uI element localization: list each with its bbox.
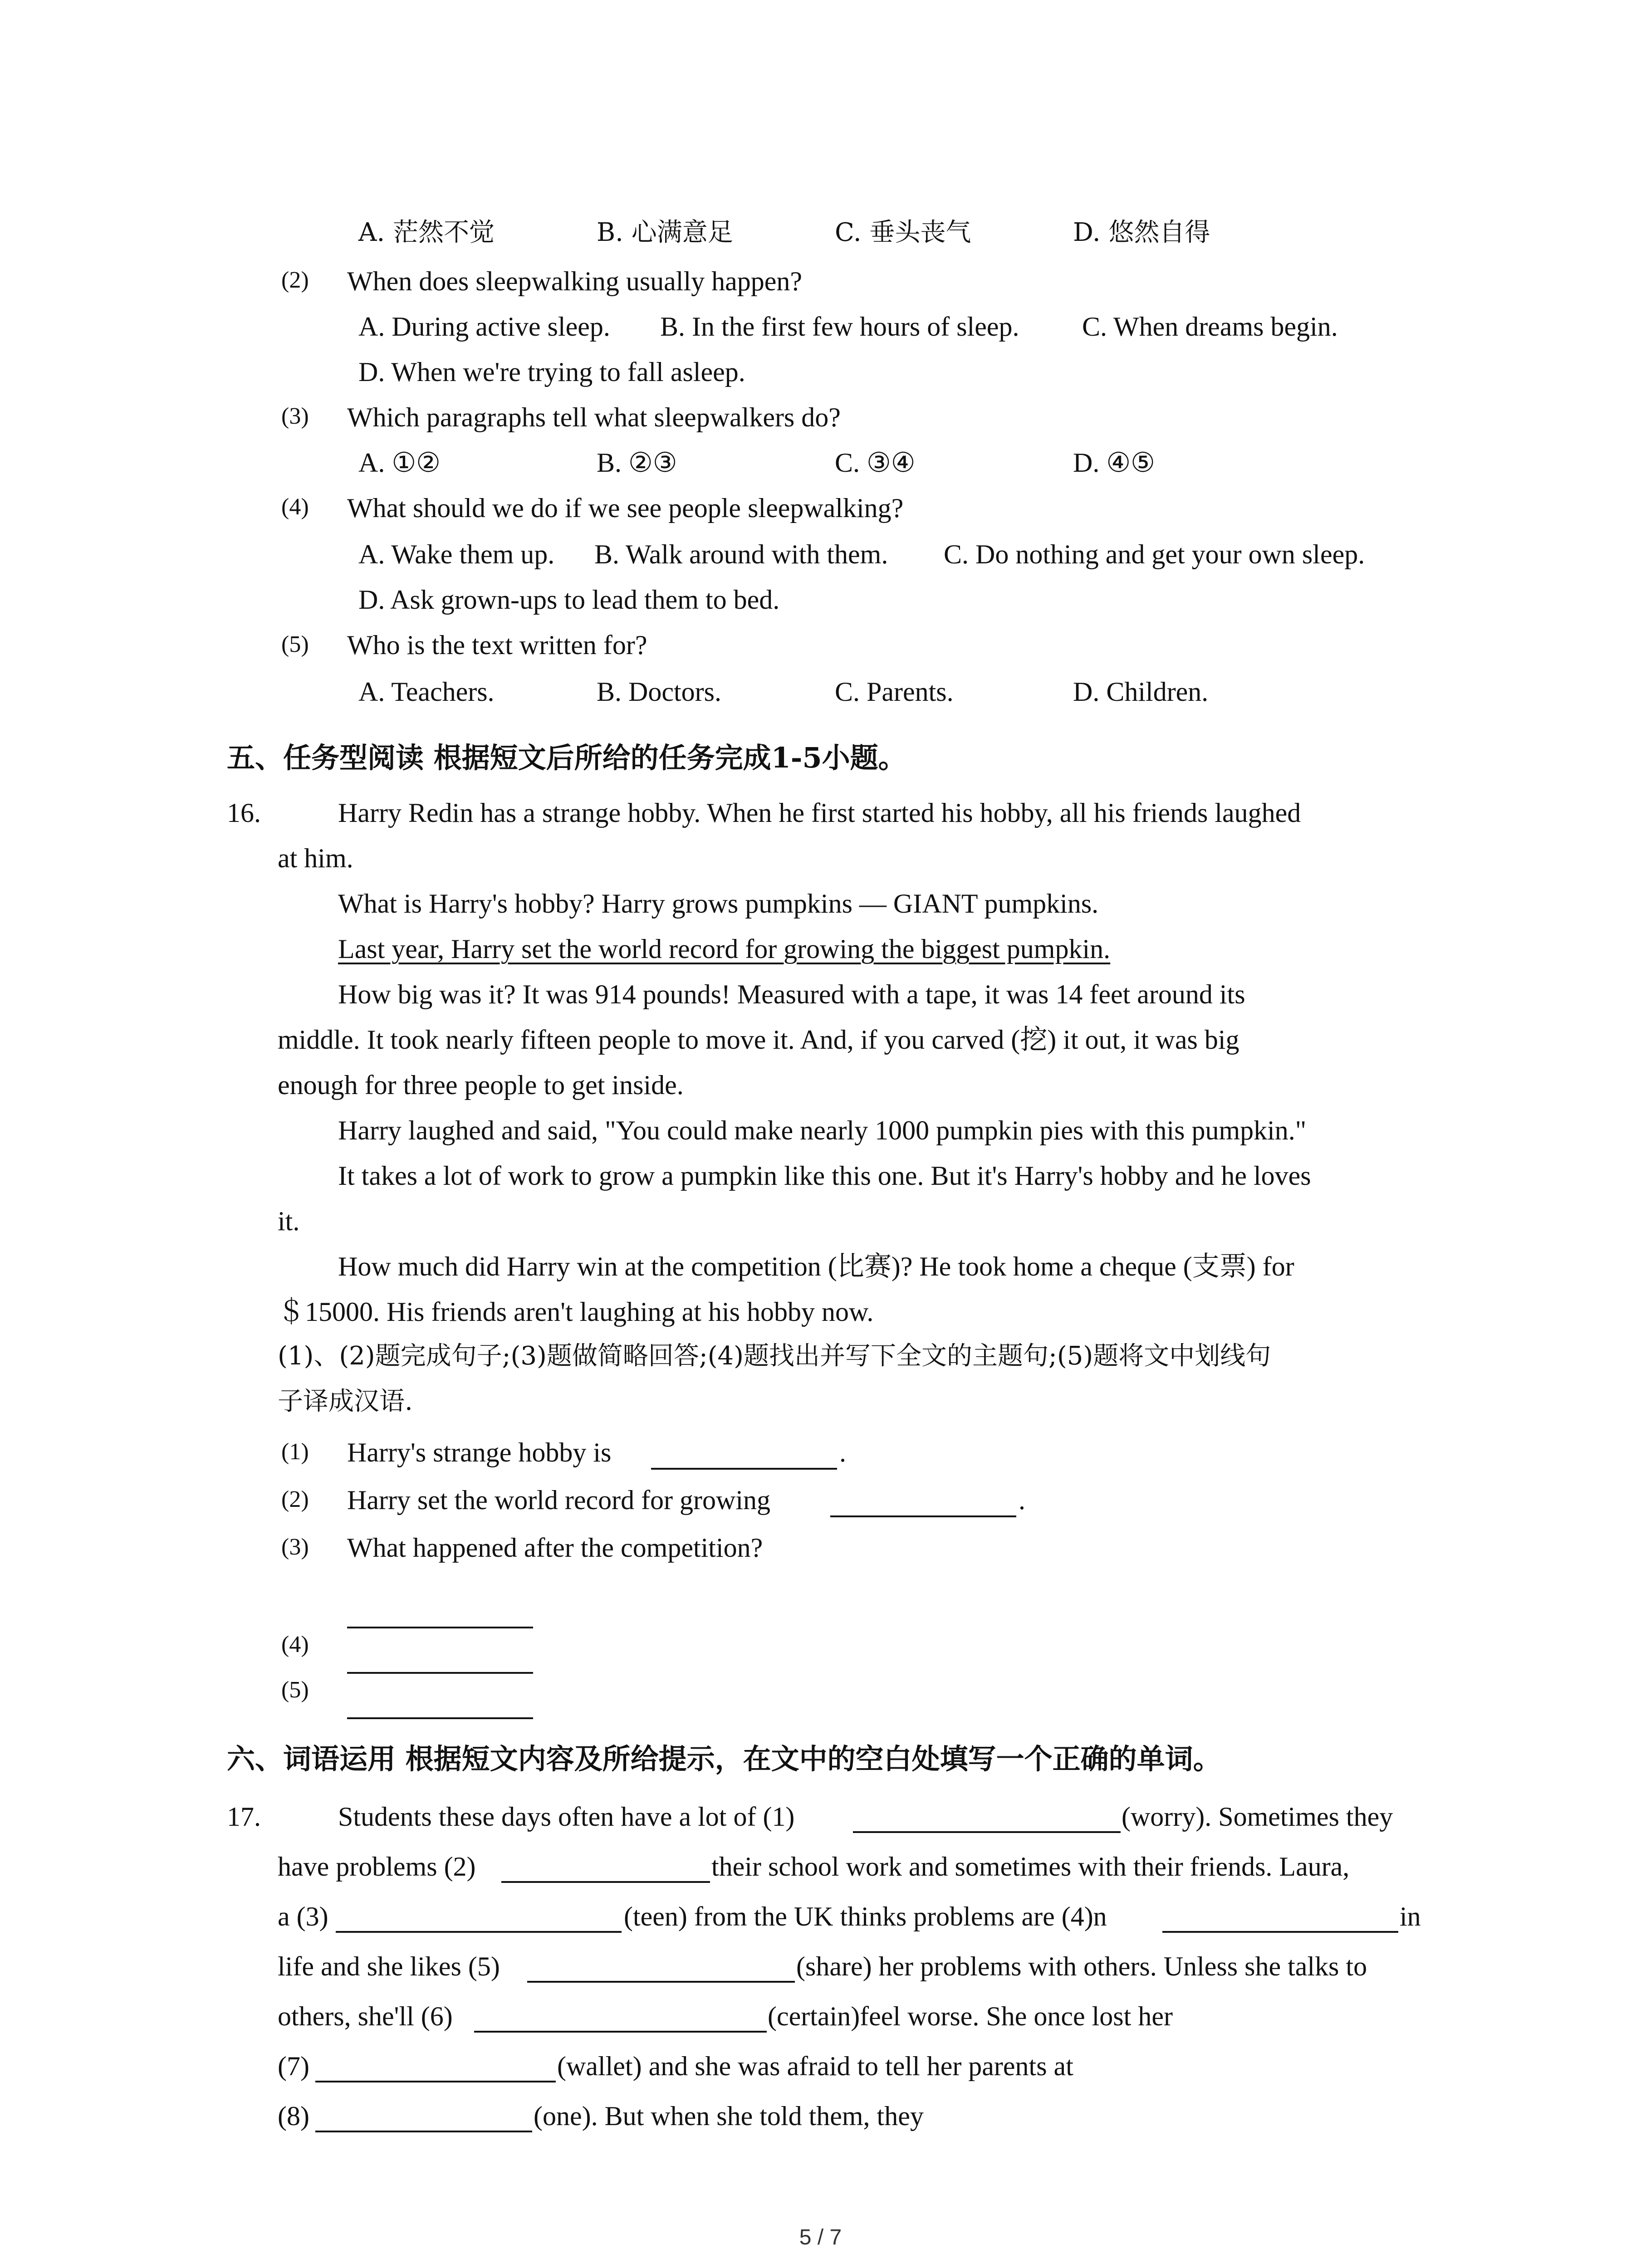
q3-option-a: A. ①② [358, 448, 441, 478]
cloze-text: (one). But when she told them, they [534, 2101, 924, 2131]
task-number: (4) [281, 1632, 309, 1657]
cloze-blank-8[interactable] [315, 2105, 532, 2132]
cloze-blank-7[interactable] [315, 2055, 556, 2082]
answer-blank[interactable] [347, 1692, 533, 1719]
section6-heading: 六、词语运用 根据短文内容及所给提示，在文中的空白处填写一个正确的单词。 [227, 1742, 1221, 1775]
cloze-blank-3[interactable] [336, 1906, 622, 1933]
q3-option-b: B. ②③ [597, 448, 677, 478]
task-text: Harry's strange hobby is [347, 1437, 612, 1467]
task-number: (3) [281, 1534, 309, 1560]
cloze-text: (certain)feel worse. She once lost her [768, 2001, 1173, 2031]
cloze-text: (worry). Sometimes they [1122, 1802, 1393, 1832]
answer-blank[interactable] [347, 1647, 533, 1674]
passage-line: enough for three people to get inside. [278, 1070, 684, 1100]
task-number: (1) [281, 1439, 309, 1465]
cloze-text: (wallet) and she was afraid to tell her parents at [557, 2051, 1073, 2081]
q2-stem: When does sleepwalking usually happen? [347, 266, 803, 296]
cloze-text: (share) her problems with others. Unless she talks to [796, 1951, 1367, 1981]
q4-stem: What should we do if we see people sleepwalking? [347, 493, 904, 523]
option-d: D. 悠然自得 [1073, 218, 1210, 247]
q3-option-c: C. ③④ [835, 448, 916, 478]
task-instructions: 子译成汉语. [278, 1387, 413, 1416]
q17-number: 17. [227, 1802, 261, 1832]
cloze-text: (7) [278, 2051, 309, 2081]
task-text: What happened after the competition? [347, 1533, 763, 1563]
q5-option-c: C. Parents. [835, 677, 954, 707]
cloze-text: their school work and sometimes with their friends. Laura, [711, 1852, 1350, 1882]
passage-line: How much did Harry win at the competition (比赛)? He took home a cheque (支票) for [338, 1251, 1294, 1281]
q2-option-d: D. When we're trying to fall asleep. [358, 357, 745, 387]
answer-blank[interactable] [651, 1442, 837, 1470]
passage-line: It takes a lot of work to grow a pumpkin like this one. But it's Harry's hobby and he loves [338, 1161, 1311, 1191]
cloze-text: Students these days often have a lot of (1) [338, 1802, 795, 1832]
passage-line: How big was it? It was 914 pounds! Measured with a tape, it was 14 feet around its [338, 979, 1245, 1009]
task-text: Harry set the world record for growing [347, 1485, 771, 1515]
q16-number: 16. [227, 798, 261, 828]
option-a: A. 茫然不觉 [358, 218, 495, 247]
q3-number: (3) [281, 403, 309, 429]
answer-blank[interactable] [347, 1601, 533, 1628]
task-end: . [839, 1437, 846, 1467]
q3-option-d: D. ④⑤ [1073, 448, 1155, 478]
q5-option-d: D. Children. [1073, 677, 1209, 707]
q4-option-d: D. Ask grown-ups to lead them to bed. [358, 585, 780, 615]
option-b: B. 心满意足 [597, 218, 733, 247]
cloze-blank-6[interactable] [474, 2005, 767, 2033]
underlined-sentence: Last year, Harry set the world record for growing the biggest pumpkin. [338, 934, 1111, 964]
q2-option-c: C. When dreams begin. [1082, 312, 1338, 342]
cloze-text: (8) [278, 2101, 309, 2131]
cloze-blank-4[interactable] [1162, 1906, 1398, 1933]
section5-heading: 五、任务型阅读 根据短文后所给的任务完成1-5小题。 [227, 741, 906, 774]
passage-line: it. [278, 1206, 300, 1236]
task-end: . [1019, 1485, 1025, 1515]
page-number: 5 / 7 [799, 2225, 842, 2249]
cloze-text: life and she likes (5) [278, 1951, 500, 1981]
q5-stem: Who is the text written for? [347, 630, 647, 660]
q4-option-b: B. Walk around with them. [594, 539, 888, 569]
task-instructions: (1)、(2)题完成句子;(3)题做简略回答;(4)题找出并写下全文的主题句;(5)题将文中划线句 [278, 1341, 1271, 1371]
passage-line: at him. [278, 843, 353, 873]
cloze-text: others, she'll (6) [278, 2001, 453, 2031]
passage-line: ＄15000. His friends aren't laughing at his hobby now. [278, 1297, 874, 1327]
passage-line: middle. It took nearly fifteen people to move it. And, if you carved (挖) it out, it was big [278, 1025, 1239, 1055]
q2-option-a: A. During active sleep. [358, 312, 610, 342]
q4-number: (4) [281, 494, 309, 520]
passage-line: Harry laughed and said, "You could make nearly 1000 pumpkin pies with this pumpkin." [338, 1115, 1307, 1145]
task-number: (5) [281, 1677, 309, 1703]
q2-option-b: B. In the first few hours of sleep. [660, 312, 1019, 342]
cloze-text: in [1400, 1901, 1421, 1931]
q3-stem: Which paragraphs tell what sleepwalkers do? [347, 402, 841, 432]
cloze-text: have problems (2) [278, 1852, 476, 1882]
option-c: C. 垂头丧气 [835, 218, 971, 247]
cloze-text: (teen) from the UK thinks problems are (4)n [624, 1901, 1107, 1931]
cloze-blank-1[interactable] [853, 1806, 1121, 1833]
q4-option-a: A. Wake them up. [358, 539, 555, 569]
cloze-blank-5[interactable] [527, 1955, 795, 1983]
q5-option-a: A. Teachers. [358, 677, 495, 707]
q5-option-b: B. Doctors. [597, 677, 721, 707]
passage-line: Harry Redin has a strange hobby. When he first started his hobby, all his friends laughed [338, 798, 1301, 828]
q4-option-c: C. Do nothing and get your own sleep. [944, 539, 1365, 569]
q5-number: (5) [281, 631, 309, 657]
cloze-blank-2[interactable] [501, 1856, 710, 1883]
cloze-text: a (3) [278, 1901, 328, 1931]
passage-line: What is Harry's hobby? Harry grows pumpkins — GIANT pumpkins. [338, 889, 1099, 919]
task-number: (2) [281, 1486, 309, 1512]
q2-number: (2) [281, 267, 309, 293]
answer-blank[interactable] [830, 1490, 1016, 1517]
